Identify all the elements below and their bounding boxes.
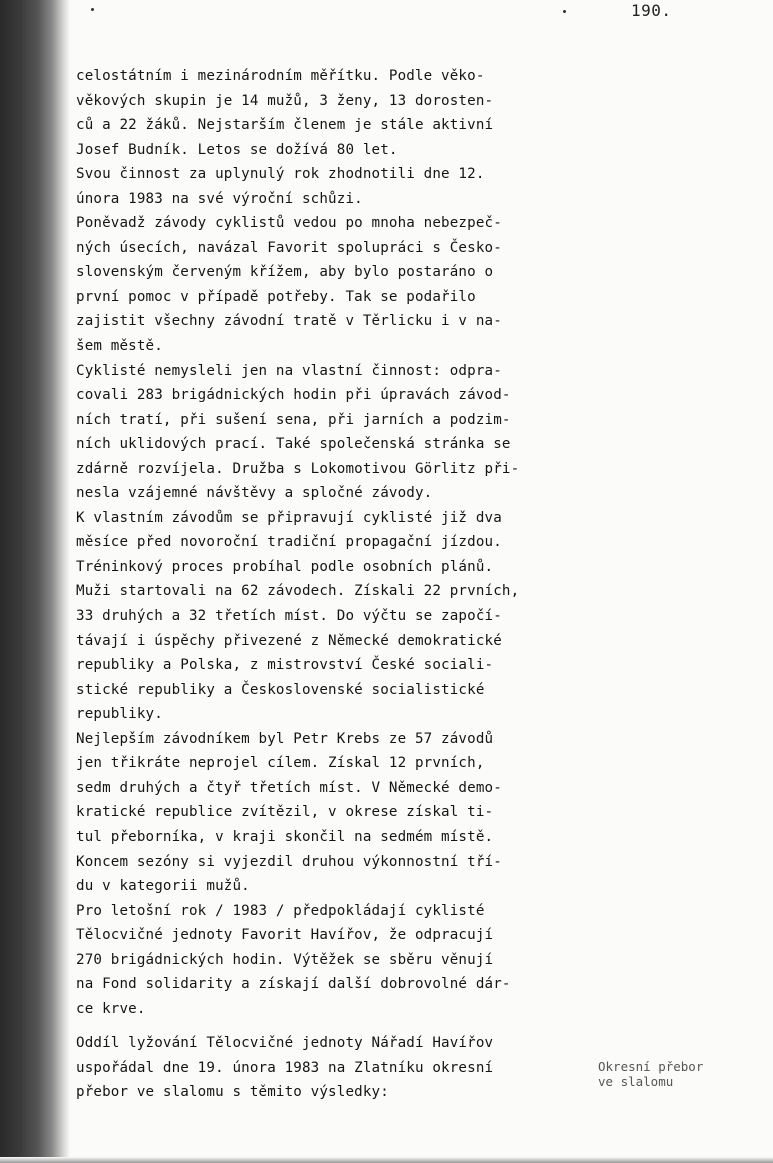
paragraph — [76, 1031, 606, 1105]
text-line: ců a 22 žáků. Nejstarším členem je stále aktivní — [76, 117, 494, 134]
paragraph — [76, 899, 606, 1022]
scan-speck — [563, 10, 566, 13]
text-line: slovenským červeným křížem, aby bylo postaráno o — [76, 264, 494, 281]
text-line: du v kategorii mužů. — [76, 878, 250, 895]
text-line: Oddíl lyžování Tělocvičné jednoty Nářadí Havířov — [76, 1035, 494, 1052]
text-line: Koncem sezóny si vyjezdil druhou výkonnostní tří- — [76, 853, 502, 870]
text-line: republiky a Polska, z mistrovství České sociali- — [76, 657, 494, 674]
text-line: Muži startovali na 62 závodech. Získali 22 prvních, — [76, 583, 520, 600]
paragraph-gap — [76, 1021, 606, 1031]
page-number: 190. — [631, 1, 672, 20]
text-line: měsíce před novoroční tradiční propagační jízdou. — [76, 534, 502, 551]
text-line: stické republiky a Československé socialistické — [76, 681, 485, 698]
paragraph — [76, 727, 606, 899]
text-line: ce krve. — [76, 1000, 146, 1017]
text-line: Tělocvičné jednoty Favorit Havířov, že odpracují — [76, 927, 494, 944]
text-line: Tréninkový proces probíhal podle osobních plánů. — [76, 558, 494, 575]
text-line: šem městě. — [76, 338, 163, 355]
scan-binding-edge — [0, 0, 70, 1163]
text-line: 33 druhých a 32 třetích míst. Do výčtu se započí- — [76, 608, 502, 625]
text-line: K vlastním závodům se připravují cyklisté již dva — [76, 509, 502, 526]
text-line: první pomoc v případě potřeby. Tak se podařilo — [76, 288, 476, 305]
body-text — [76, 64, 606, 1105]
text-line: přebor ve slalomu s těmito výsledky: — [76, 1084, 389, 1101]
margin-note-line: ve slalomu — [598, 1074, 674, 1089]
margin-note-line: Okresní přebor — [598, 1059, 704, 1074]
text-line: ních tratí, při sušení sena, při jarních a podzim- — [76, 411, 511, 428]
text-line: věkových skupin je 14 mužů, 3 ženy, 13 dorosten- — [76, 92, 494, 109]
text-line: távají i úspěchy přivezené z Německé demokratické — [76, 632, 502, 649]
margin-note — [598, 1059, 768, 1089]
paragraph — [76, 64, 606, 211]
text-line: Nejlepším závodníkem byl Petr Krebs ze 57 závodů — [76, 730, 494, 747]
paragraph — [76, 506, 606, 727]
text-line: jen třikráte neprojel cílem. Získal 12 prvních, — [76, 755, 485, 772]
paragraph — [76, 359, 606, 506]
text-line: kratické republice zvítězil, v okrese získal ti- — [76, 804, 494, 821]
scan-speck — [91, 8, 94, 11]
text-line: Cyklisté nemysleli jen na vlastní činnost: odpra- — [76, 362, 502, 379]
text-line: 270 brigádnických hodin. Výtěžek se sběru věnují — [76, 951, 494, 968]
text-line: nesla vzájemné návštěvy a spločné závody. — [76, 485, 433, 502]
scan-bottom-edge — [0, 1157, 773, 1163]
text-line: uspořádal dne 19. února 1983 na Zlatníku okresní — [76, 1059, 494, 1076]
paragraph — [76, 211, 606, 358]
text-line: února 1983 na své výroční schůzi. — [76, 190, 363, 207]
text-line: Josef Budník. Letos se dožívá 80 let. — [76, 141, 398, 158]
text-line: tul přeborníka, v kraji skončil na sedmém místě. — [76, 828, 494, 845]
text-line: zdárně rozvíjela. Družba s Lokomotivou Görlitz při- — [76, 460, 520, 477]
text-line: zajistit všechny závodní tratě v Těrlicku i v na- — [76, 313, 502, 330]
text-line: na Fond solidarity a získají další dobrovolné dár- — [76, 976, 511, 993]
text-line: Pro letošní rok / 1983 / předpokládají cyklisté — [76, 902, 485, 919]
text-line: republiky. — [76, 706, 163, 723]
text-line: ních uklidových prací. Také společenská stránka se — [76, 436, 511, 453]
text-line: sedm druhých a čtyř třetích míst. V Německé demo- — [76, 779, 502, 796]
text-line: ných úsecích, navázal Favorit spolupráci s Česko- — [76, 239, 502, 256]
text-line: celostátním i mezinárodním měřítku. Podle věko- — [76, 68, 485, 84]
text-line: Svou činnost za uplynulý rok zhodnotili dne 12. — [76, 166, 485, 183]
text-line: covali 283 brigádnických hodin při úpravách závod- — [76, 387, 511, 404]
text-line: Poněvadž závody cyklistů vedou po mnoha nebezpeč- — [76, 215, 502, 232]
